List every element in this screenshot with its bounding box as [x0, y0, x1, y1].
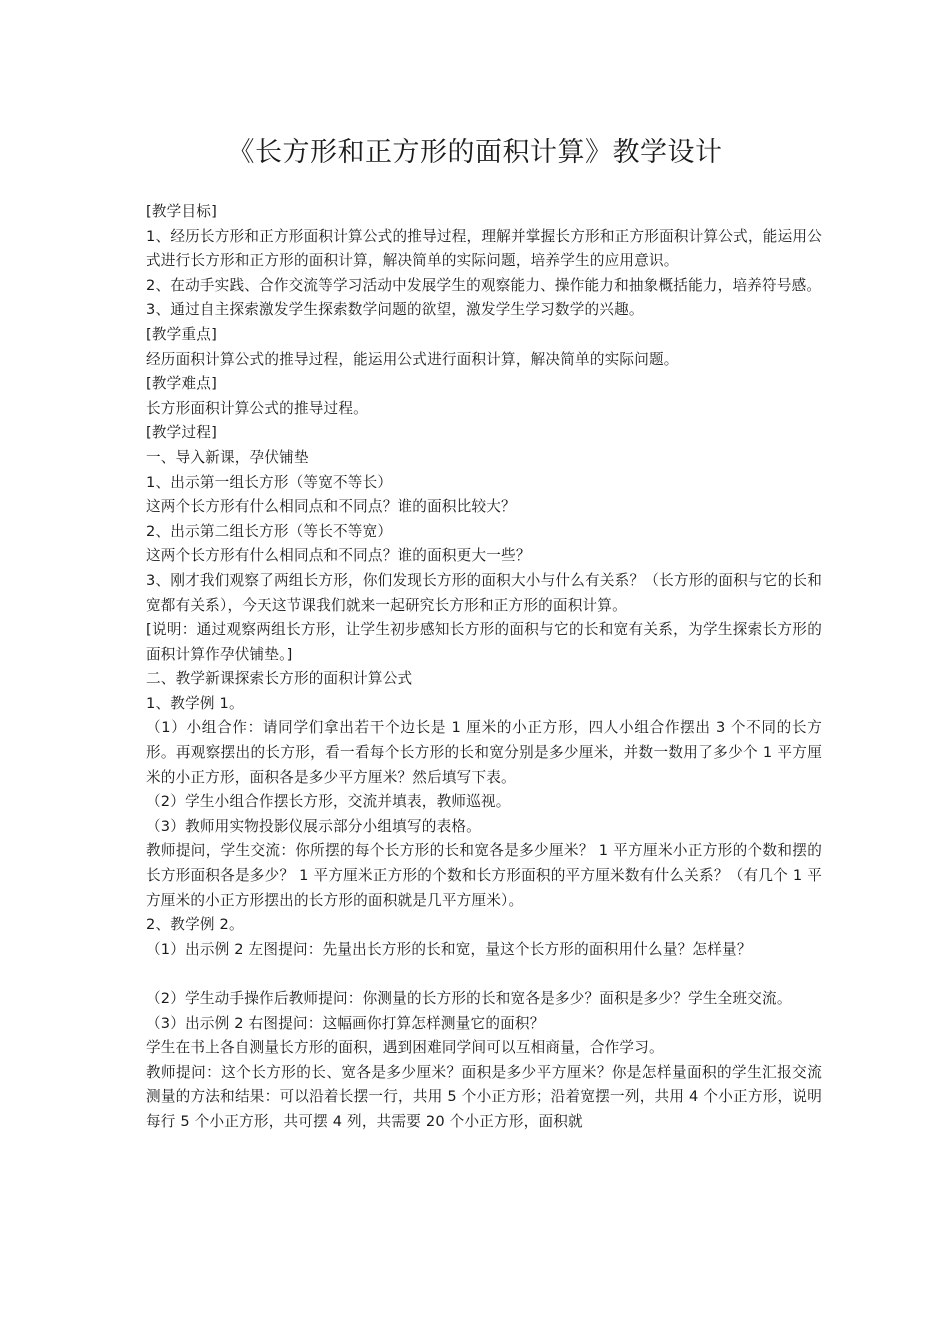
paragraph: [教学重点] [146, 325, 217, 343]
paragraph: [教学目标] [146, 203, 217, 220]
paragraph: 教师提问，学生交流：你所摆的每个长方形的长和宽各是多少厘米？ 1 平方厘米小正方形的个数和摆的长方形面积各是多少？ 1 平方厘米正方形的个数和长方形面积的平方厘米数有什么关系？（有几个 1 平方厘米的小正方形摆出的长方形的面积就是几平方厘米）。 [146, 842, 822, 909]
paragraph: 2、教学例 2。 [146, 916, 244, 934]
paragraph: 2、在动手实践、合作交流等学习活动中发展学生的观察能力、操作能力和抽象概括能力，培养符号感。 [146, 276, 822, 294]
document-title: 《长方形和正方形的面积计算》教学设计 [227, 137, 723, 168]
paragraph: 1、经历长方形和正方形面积计算公式的推导过程，理解并掌握长方形和正方形面积计算公式，能运用公式进行长方形和正方形的面积计算，解决简单的实际问题，培养学生的应用意识。 [146, 227, 822, 270]
paragraph: 教师提问：这个长方形的长、宽各是多少厘米？面积是多少平方厘米？你是怎样量面积的学生汇报交流测量的方法和结果：可以沿着长摆一行，共用 5 个小正方形；沿着宽摆一列，共用 4 个小正方形，说明每行 5 个小正方形，共可摆 4 列，共需要 20 个小正方形，面积就 [146, 1063, 822, 1130]
paragraph: （3）出示例 2 右图提问：这幅画你打算怎样测量它的面积？ [146, 1014, 545, 1032]
blank-line [146, 962, 822, 987]
paragraph: （3）教师用实物投影仪展示部分小组填写的表格。 [146, 817, 481, 835]
paragraph: 3、通过自主探索激发学生探索数学问题的欲望，激发学生学习数学的兴趣。 [146, 301, 644, 319]
paragraph: [教学过程] [146, 424, 217, 442]
paragraph: 1、出示第一组长方形（等宽不等长） [146, 473, 393, 491]
paragraph: 3、刚才我们观察了两组长方形，你们发现长方形的面积大小与什么有关系？（长方形的面积与它的长和宽都有关系），今天这节课我们就来一起研究长方形和正方形的面积计算。 [146, 571, 822, 614]
paragraph: 这两个长方形有什么相同点和不同点？谁的面积更大一些？ [146, 547, 531, 565]
paragraph: 学生在书上各自测量长方形的面积，遇到困难同学间可以互相商量，合作学习。 [146, 1039, 664, 1057]
paragraph: （2）学生动手操作后教师提问：你测量的长方形的长和宽各是多少？面积是多少？学生全班交流。 [146, 990, 792, 1007]
paragraph: 2、出示第二组长方形（等长不等宽） [146, 522, 393, 540]
paragraph: 这两个长方形有什么相同点和不同点？谁的面积比较大？ [146, 498, 516, 516]
paragraph: 长方形面积计算公式的推导过程。 [146, 399, 368, 417]
paragraph: （1）小组合作：请同学们拿出若干个边长是 1 厘米的小正方形，四人小组合作摆出 3 个不同的长方形。再观察摆出的长方形，看一看每个长方形的长和宽分别是多少厘米，并数一数用了多少个 1 平方厘米的小正方形，面积各是多少平方厘米？然后填写下表。 [146, 719, 822, 786]
document-body [146, 200, 822, 1135]
paragraph: 一、导入新课，孕伏铺垫 [146, 448, 309, 466]
paragraph: （2）学生小组合作摆长方形，交流并填表，教师巡视。 [146, 793, 511, 811]
paragraph: [说明：通过观察两组长方形，让学生初步感知长方形的面积与它的长和宽有关系，为学生探索长方形的面积计算作孕伏铺垫。] [146, 621, 822, 663]
paragraph: 1、教学例 1。 [146, 694, 244, 712]
paragraph: [教学难点] [146, 375, 217, 393]
paragraph: 经历面积计算公式的推导过程，能运用公式进行面积计算，解决简单的实际问题。 [146, 350, 679, 368]
paragraph: 二、教学新课探索长方形的面积计算公式 [146, 670, 413, 688]
paragraph: （1）出示例 2 左图提问：先量出长方形的长和宽，量这个长方形的面积用什么量？怎样量？ [146, 940, 752, 958]
